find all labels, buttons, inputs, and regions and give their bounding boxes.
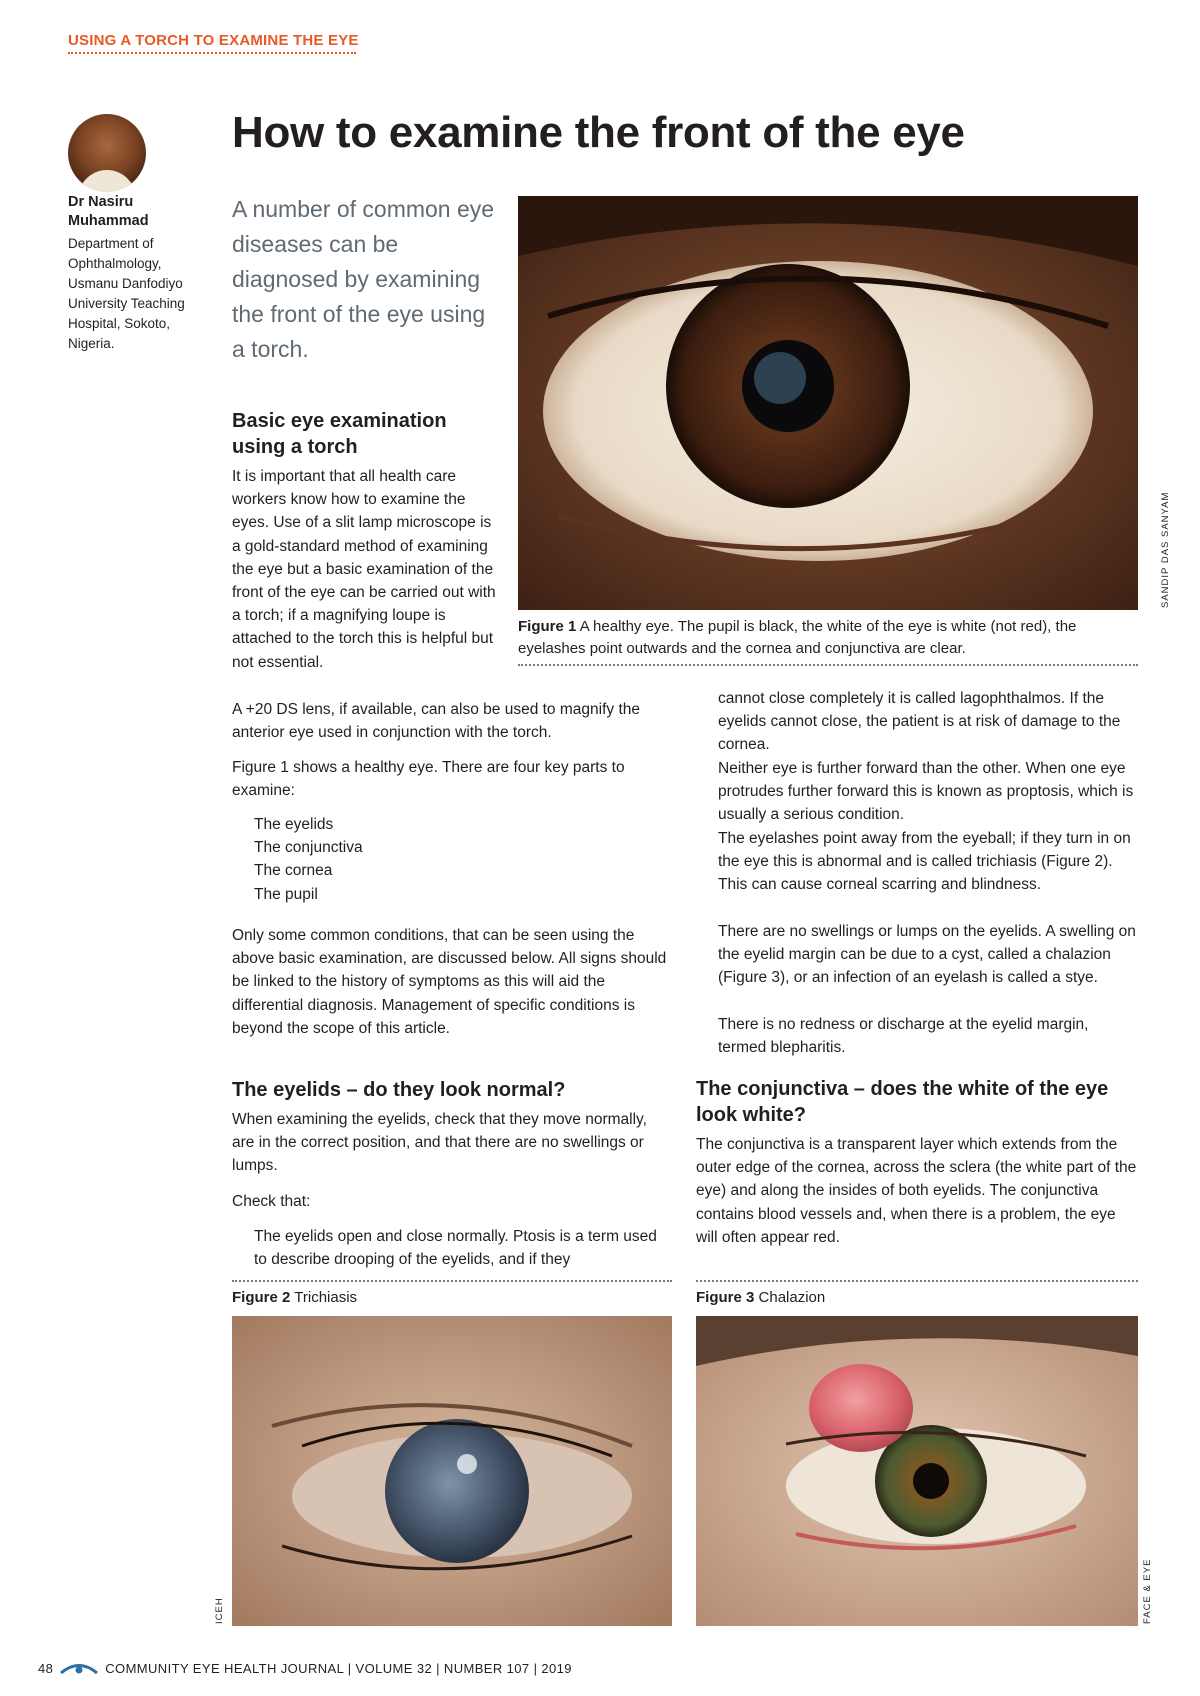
figure-2-trichiasis-image bbox=[232, 1316, 672, 1626]
eyelids-check-item-2: Neither eye is further forward than the other. When one eye protrudes further forward this is known as proptosis, which is usually a serious condition. bbox=[718, 760, 1134, 824]
figure-1-caption bbox=[518, 616, 1138, 660]
figure-2-caption bbox=[232, 1287, 672, 1309]
lead-paragraph: A number of common eye diseases can be diagnosed by examining the front of the eye using a torch. bbox=[232, 196, 495, 362]
section-label-underline bbox=[68, 52, 356, 54]
eyelids-paragraph-1: When examining the eyelids, check that they move normally, are in the correct position, and that there are no swellings or lumps. bbox=[232, 1111, 647, 1175]
figure-3-chalazion-image bbox=[696, 1316, 1138, 1626]
page-footer bbox=[38, 1660, 572, 1676]
figure-3-caption-text: Chalazion bbox=[758, 1289, 826, 1306]
basic-paragraph-3: Only some common conditions, that can be seen using the above basic examination, are discussed below. All signs should be linked to the history of symptoms as this will aid the differential diagnosis. Management of specific conditions is beyond the scope of this article. bbox=[232, 927, 667, 1037]
figure-3-label: Figure 3 bbox=[696, 1289, 755, 1306]
author-affiliation: Department of Ophthalmology, Usmanu Danfodiyo University Teaching Hospital, Sokoto, Nigeria. bbox=[68, 236, 185, 351]
list-item: The conjunctiva bbox=[254, 839, 363, 857]
figure-1-healthy-eye-image bbox=[518, 196, 1138, 610]
figure-1-label: Figure 1 bbox=[518, 618, 577, 635]
list-item: The pupil bbox=[254, 885, 318, 903]
figure-1-caption-text: A healthy eye. The pupil is black, the white of the eye is white (not red), the eyelashes point outwards and the cornea and conjunctiva are clear. bbox=[518, 618, 1077, 657]
list-item: The eyelids bbox=[254, 816, 334, 833]
conjunctiva-paragraph-1: The conjunctiva is a transparent layer which extends from the outer edge of the cornea, across the sclera (the white part of the eye) and along the insides of both eyelids. The conjunctiva contains blood vessels and, when there is a problem, the eye will often appear red. bbox=[696, 1136, 1137, 1246]
eyelids-check-item-1: The eyelids open and close normally. Ptosis is a term used to describe drooping of the eyelids, and if they bbox=[254, 1228, 657, 1269]
journal-citation: COMMUNITY EYE HEALTH JOURNAL | VOLUME 32 | NUMBER 107 | 2019 bbox=[105, 1660, 572, 1676]
figure-2-divider bbox=[232, 1280, 672, 1282]
journal-eye-logo-icon bbox=[59, 1660, 99, 1676]
figure-1-credit: SANDIP DAS SANYAM bbox=[1160, 491, 1171, 608]
eyelids-paragraph-2: Check that: bbox=[232, 1193, 311, 1210]
page-number: 48 bbox=[38, 1660, 54, 1676]
eyelids-check-item-5: There is no redness or discharge at the eyelid margin, termed blepharitis. bbox=[718, 1016, 1089, 1057]
figure-2-credit: ICEH bbox=[214, 1597, 225, 1624]
figure-1-divider bbox=[518, 664, 1138, 666]
figure-3-credit: FACE & EYE bbox=[1142, 1558, 1153, 1624]
page-title: How to examine the front of the eye bbox=[232, 108, 965, 157]
key-parts-list bbox=[232, 813, 672, 906]
basic-paragraph-2: Figure 1 shows a healthy eye. There are four key parts to examine: bbox=[232, 759, 625, 800]
section-label: USING A TORCH TO EXAMINE THE EYE bbox=[68, 32, 359, 49]
list-item: The cornea bbox=[254, 862, 333, 880]
figure-2-caption-text: Trichiasis bbox=[294, 1289, 358, 1306]
heading-eyelids: The eyelids – do they look normal? bbox=[232, 1079, 566, 1101]
figure-2-label: Figure 2 bbox=[232, 1289, 291, 1306]
author-avatar bbox=[68, 114, 146, 192]
heading-basic-examination: Basic eye examination using a torch bbox=[232, 410, 447, 458]
heading-conjunctiva: The conjunctiva – does the white of the eye look white? bbox=[696, 1078, 1109, 1126]
basic-paragraph-1: It is important that all health care workers know how to examine the eyes. Use of a slit lamp microscope is a gold-standard method of examining the eye but a basic examination of the front of the eye can be carried out with a torch; if a magnifying loupe is attached to the torch this is helpful but not essential. bbox=[232, 468, 496, 671]
eyelids-check-item-1-continued: cannot close completely it is called lagophthalmos. If the eyelids cannot close, the patient is at risk of damage to the cornea. bbox=[718, 690, 1121, 754]
basic-paragraph-1-continued: A +20 DS lens, if available, can also be used to magnify the anterior eye used in conjunction with the torch. bbox=[232, 701, 640, 742]
figure-3-caption bbox=[696, 1287, 1138, 1309]
author-name: Dr Nasiru Muhammad bbox=[68, 194, 149, 229]
eyelids-check-item-4: There are no swellings or lumps on the eyelids. A swelling on the eyelid margin can be due to a cyst, called a chalazion (Figure 3), or an infection of an eyelash is called a stye. bbox=[718, 923, 1136, 987]
eyelids-check-item-3: The eyelashes point away from the eyeball; if they turn in on the eye this is abnormal and is called trichiasis (Figure 2). This can cause corneal scarring and blindness. bbox=[718, 830, 1131, 894]
figure-3-divider bbox=[696, 1280, 1138, 1282]
